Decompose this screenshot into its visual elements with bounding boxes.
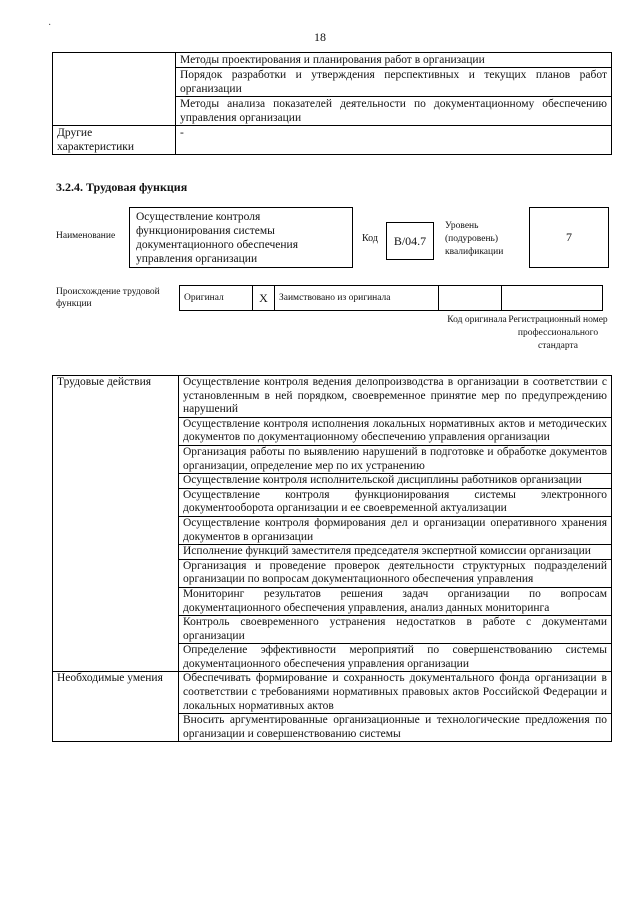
other-characteristics-label: Другие характеристики: [53, 126, 176, 155]
knowledge-table: [52, 52, 612, 155]
table-row: [180, 286, 603, 311]
table-row: [53, 672, 612, 714]
registration-number-cell: [502, 286, 603, 311]
original-code-cell: [439, 286, 502, 311]
table-cell: Порядок разработки и утверждения перспективных и текущих планов работ организации: [176, 68, 612, 97]
labor-actions-item: Организация и проведение проверок деятельности структурных подразделений организации по вопросам документационного обеспечения управления: [179, 559, 612, 587]
labor-actions-item: Контроль своевременного устранения недостатков в работе с документами организации: [179, 616, 612, 644]
table-row: [53, 53, 612, 68]
labor-actions-label: Трудовые действия: [53, 376, 179, 672]
labor-actions-item: Осуществление контроля ведения делопроизводства в организации в соответствии с установленным в ней порядком, своевременное принятие мер по предупреждению нарушений: [179, 376, 612, 418]
labor-actions-item: Определение эффективности мероприятий по совершенствованию системы документационного обеспечения управления организации: [179, 644, 612, 672]
labor-actions-item: Исполнение функций заместителя председателя экспертной комиссии организации: [179, 545, 612, 560]
code-value-box: В/04.7: [386, 222, 434, 260]
registration-number-caption: Регистрационный номер профессионального стандарта: [508, 315, 608, 351]
level-label: Уровень (подуровень) квалификации: [445, 221, 504, 257]
labor-actions-item: Осуществление контроля исполнения локальных нормативных актов и методических документов по документационному обеспечению управления организации: [179, 417, 612, 445]
original-code-caption: Код оригинала: [447, 315, 507, 325]
code-label: Код: [362, 233, 378, 244]
required-skills-item: Вносить аргументированные организационные и технологические предложения по организации и совершенствованию системы: [179, 714, 612, 742]
labor-actions-item: Осуществление контроля формирования дел и организации оперативного хранения документов в организации: [179, 516, 612, 544]
labor-actions-item: Организация работы по выявлению нарушений в подготовке и обработке документов организации, определение мер по их устранению: [179, 445, 612, 473]
page-number: 18: [314, 30, 326, 44]
table-cell: Методы проектирования и планирования работ в организации: [176, 53, 612, 68]
table-row: [53, 376, 612, 418]
level-value-box: 7: [529, 207, 609, 268]
table-row: [53, 126, 612, 155]
origin-label: Происхождение трудовой функции: [56, 287, 160, 309]
table-cell: Методы анализа показателей деятельности по документационному обеспечению управления организации: [176, 97, 612, 126]
section-heading: 3.2.4. Трудовая функция: [56, 180, 188, 194]
scan-mark: ·: [48, 20, 52, 31]
labor-actions-item: Осуществление контроля функционирования системы электронного документооборота организации и ее своевременной актуализации: [179, 488, 612, 516]
required-skills-label: Необходимые умения: [53, 672, 179, 742]
labor-actions-item: Мониторинг результатов решения задач организации по вопросам документационного обеспечения управления, анализ данных мониторинга: [179, 587, 612, 615]
table-label-cell: [53, 53, 176, 126]
other-characteristics-value: -: [176, 126, 612, 155]
required-skills-item: Обеспечивать формирование и сохранность документального фонда организации в соответствии с требованиями нормативных правовых актов Российской Федерации и локальных нормативных актов: [179, 672, 612, 714]
labor-function-table-body: [53, 376, 612, 742]
name-label: Наименование: [56, 231, 116, 241]
function-name-box: Осуществление контроля функционирования системы документационного обеспечения управления организации: [129, 207, 353, 268]
labor-function-table: [52, 375, 612, 742]
original-mark-cell: X: [253, 286, 275, 311]
labor-actions-item: Осуществление контроля исполнительской дисциплины работников организации: [179, 474, 612, 489]
origin-table: [179, 285, 603, 311]
original-cell: Оригинал: [180, 286, 253, 311]
borrowed-cell: Заимствовано из оригинала: [275, 286, 439, 311]
